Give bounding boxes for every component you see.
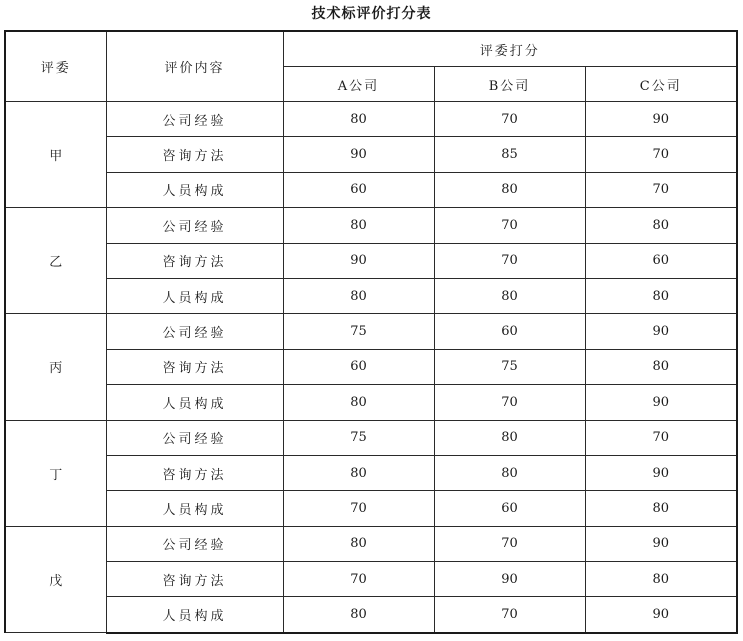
table-row [5,243,737,278]
score-value: 60 [501,324,518,340]
score-cell-company-a [283,562,434,597]
score-table [4,30,738,634]
score-value: 70 [501,394,518,410]
header-scores-group-label: 评委打分 [479,43,540,59]
score-cell-company-a [283,278,434,313]
criterion-cell [106,562,283,597]
score-value: 90 [652,111,670,127]
score-value: 90 [652,536,670,552]
score-cell-company-a [283,243,434,278]
score-value: 80 [652,359,670,375]
score-value: 80 [652,288,670,304]
score-cell-company-b [434,208,585,243]
score-value: 70 [501,217,518,233]
score-cell-company-b [434,385,585,420]
score-value: 80 [501,182,518,198]
criterion-label: 咨询方法 [162,255,227,271]
header-company-b [434,67,585,102]
criterion-label: 人员构成 [162,502,227,518]
score-value: 70 [350,571,367,587]
score-value: 80 [350,217,367,233]
score-cell-company-b [434,172,585,207]
score-cell-company-b [434,102,585,137]
table-row [5,597,737,633]
score-value: 80 [350,465,367,481]
score-value: 80 [350,394,367,410]
score-value: 80 [652,500,670,516]
criterion-cell [106,349,283,384]
score-value: 70 [652,182,670,198]
criterion-label: 人员构成 [162,290,227,306]
score-value: 60 [350,359,367,375]
table-row [5,278,737,313]
score-cell-company-a [283,491,434,526]
criterion-label: 人员构成 [162,396,227,412]
score-cell-company-a [283,137,434,172]
criterion-cell [106,385,283,420]
criterion-label: 人员构成 [162,184,227,200]
score-cell-company-a [283,420,434,455]
score-cell-company-c [585,597,737,633]
score-cell-company-b [434,314,585,349]
table-row [5,420,737,455]
score-cell-company-a [283,208,434,243]
criterion-label: 咨询方法 [162,573,227,589]
judge-name: 丁 [49,467,63,483]
page-title: 技术标评价打分表 [311,6,432,22]
score-value: 90 [652,324,670,340]
criterion-cell [106,278,283,313]
score-cell-company-c [585,385,737,420]
score-value: 90 [501,571,518,587]
criterion-label: 公司经验 [162,219,227,235]
judge-cell [5,208,106,314]
score-value: 80 [501,430,518,446]
score-value: 70 [652,147,670,163]
score-cell-company-c [585,455,737,490]
score-value: 75 [501,359,518,375]
criterion-label: 公司经验 [162,432,227,448]
criterion-cell [106,597,283,633]
criterion-label: 公司经验 [162,326,227,342]
score-cell-company-c [585,278,737,313]
score-value: 80 [501,465,518,481]
header-judge [5,31,106,102]
score-value: 85 [501,147,518,163]
judge-name: 甲 [49,149,63,165]
table-row [5,349,737,384]
judge-cell [5,526,106,633]
score-cell-company-b [434,243,585,278]
table-row [5,208,737,243]
table-row [5,314,737,349]
table-row [5,385,737,420]
header-content [106,31,283,102]
score-cell-company-b [434,349,585,384]
score-value: 80 [652,217,670,233]
score-cell-company-a [283,597,434,633]
score-value: 90 [350,147,367,163]
score-value: 70 [501,536,518,552]
judge-name: 戊 [49,574,63,590]
judge-cell [5,102,106,208]
score-cell-company-c [585,102,737,137]
score-cell-company-c [585,491,737,526]
score-cell-company-c [585,349,737,384]
score-cell-company-a [283,349,434,384]
score-value: 70 [652,430,670,446]
score-cell-company-a [283,526,434,561]
criterion-label: 公司经验 [162,113,227,129]
score-value: 80 [350,607,367,623]
criterion-cell [106,420,283,455]
table-body [5,102,737,633]
header-content-label: 评价内容 [164,61,225,76]
score-value: 70 [501,607,518,623]
judge-name: 乙 [49,255,63,271]
score-value: 75 [350,324,367,340]
criterion-cell [106,491,283,526]
score-cell-company-b [434,278,585,313]
score-cell-company-c [585,243,737,278]
table-row [5,562,737,597]
header-company-b-label: B公司 [488,78,531,94]
judge-cell [5,314,106,420]
table-row [5,526,737,561]
criterion-label: 咨询方法 [162,361,227,377]
score-value: 60 [350,182,367,198]
criterion-cell [106,243,283,278]
score-cell-company-b [434,137,585,172]
score-value: 70 [501,253,518,269]
score-value: 80 [652,571,670,587]
judge-cell [5,420,106,526]
criterion-cell [106,208,283,243]
score-value: 90 [652,607,670,623]
score-value: 80 [350,111,367,127]
score-value: 90 [652,394,670,410]
criterion-cell [106,526,283,561]
score-cell-company-b [434,455,585,490]
score-cell-company-c [585,172,737,207]
table-row [5,455,737,490]
criterion-cell [106,102,283,137]
score-value: 90 [652,465,670,481]
score-cell-company-b [434,597,585,633]
score-cell-company-b [434,491,585,526]
score-cell-company-a [283,385,434,420]
score-value: 70 [350,500,367,516]
header-judge-label: 评委 [40,61,71,76]
score-cell-company-a [283,102,434,137]
header-company-c-label: C公司 [639,78,682,94]
header-scores-group [283,31,737,67]
table-row [5,137,737,172]
criterion-cell [106,137,283,172]
table-row [5,491,737,526]
score-value: 90 [350,253,367,269]
score-cell-company-b [434,420,585,455]
score-value: 75 [350,430,367,446]
score-value: 80 [350,536,367,552]
criterion-label: 咨询方法 [162,467,227,483]
table-row [5,172,737,207]
score-cell-company-c [585,208,737,243]
score-cell-company-b [434,562,585,597]
score-value: 80 [501,288,518,304]
score-value: 60 [652,253,670,269]
header-company-a-label: A公司 [337,78,380,94]
score-cell-company-c [585,314,737,349]
score-cell-company-a [283,172,434,207]
criterion-label: 公司经验 [162,538,227,554]
score-cell-company-c [585,137,737,172]
score-value: 60 [501,500,518,516]
criterion-label: 咨询方法 [162,149,227,165]
score-cell-company-b [434,526,585,561]
score-value: 80 [350,288,367,304]
score-cell-company-c [585,420,737,455]
criterion-cell [106,314,283,349]
score-cell-company-c [585,526,737,561]
score-cell-company-c [585,562,737,597]
score-value: 70 [501,111,518,127]
judge-name: 丙 [49,361,63,377]
score-cell-company-a [283,314,434,349]
score-cell-company-a [283,455,434,490]
header-company-c [585,67,737,102]
criterion-cell [106,172,283,207]
table-row [5,102,737,137]
criterion-cell [106,455,283,490]
header-company-a [283,67,434,102]
criterion-label: 人员构成 [162,609,227,625]
table-header [5,31,737,102]
